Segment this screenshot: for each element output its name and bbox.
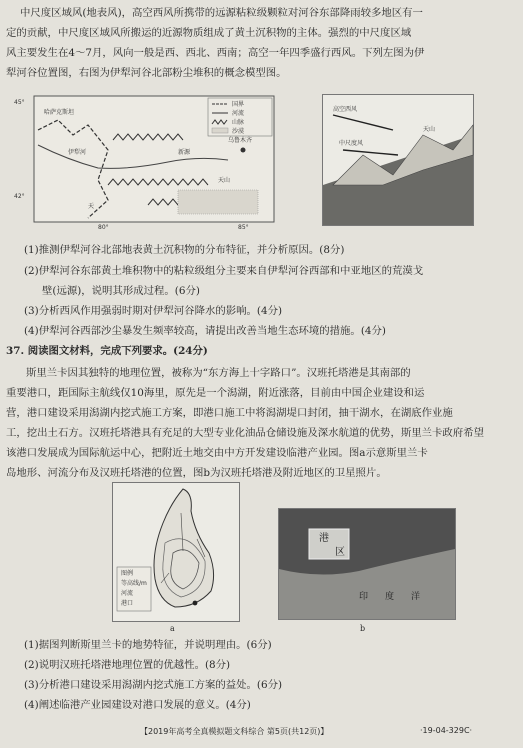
q37-item: (4)阐述临港产业园建设对港口发展的意义。(4分) (24, 699, 251, 711)
question-37-heading: 37. 阅读图文材料，完成下列要求。(24分) (6, 345, 208, 357)
hambantota-port-marker (193, 601, 198, 606)
footer-page-info: 【2019年高考全真模拟题文科综合 第5页(共12页)】 (140, 727, 329, 736)
map-lon-left: 80° (98, 224, 109, 231)
map-label: 天山 (218, 177, 231, 184)
legend-desert-symbol (212, 128, 228, 133)
map-lat-top: 45° (14, 99, 25, 106)
desert-area (178, 190, 258, 214)
fig-b-label: 洋 (411, 592, 421, 602)
model-label: 高空西风 (333, 106, 358, 113)
intro-line: 风主要发生在4～7月，风向一般是西、西北、西南；高空一年四季盛行西风。下列左图为伊 (6, 47, 425, 59)
intro-line: 犁河谷位置图，右图为伊犁河谷北部粉尘堆积的概念模型图。 (6, 67, 287, 79)
sri-lanka-map (112, 482, 240, 622)
q37-item: (2)说明汉班托塔港地理位置的优越性。(8分) (24, 659, 231, 671)
intro-line: 中尺度区域风(地表风)，高空西风所携带的远源粘粒级颗粒对河谷东部降雨较多地区有一 (20, 7, 423, 19)
map-label: 乌鲁木齐 (228, 137, 253, 144)
fig-a-legend-title: 图例 (121, 570, 134, 577)
footer-code: ·19-04-329C· (420, 726, 473, 735)
legend-item: 沙漠 (232, 128, 245, 135)
model-label: 天山 (423, 126, 436, 133)
legend-item: 山脉 (232, 119, 245, 126)
q37-line: 重要港口，距国际主航线仅10海里，原先是一个潟湖，附近涨落，目前由中国企业建设和运 (6, 387, 425, 399)
model-label: 中尺度风 (339, 140, 364, 147)
fig-a-legend-item: 港口 (121, 600, 134, 607)
map-lat-bottom: 42° (14, 193, 25, 200)
q37-line: 工，挖出土石方。汉班托塔港具有充足的大型专业化油品仓储设施及深水航道的优势，斯里兰卡政府希望 (6, 427, 484, 439)
fig-b-label: 区 (335, 547, 345, 558)
q36-item: (2)伊犁河谷东部黄土堆积物中的粘粒级组分主要来自伊犁河谷西部和中亚地区的荒漠戈 (24, 265, 424, 277)
fig-a-caption: a (170, 624, 175, 633)
ili-valley-map (14, 90, 288, 231)
q37-item: (1)据图判断斯里兰卡的地势特征，并说明理由。(6分) (24, 639, 272, 651)
q36-item: (1)推测伊犁河谷北部地表黄土沉积物的分布特征，并分析原因。(8分) (24, 244, 345, 256)
q36-item: (3)分析西风作用强弱时期对伊犁河谷降水的影响。(4分) (24, 305, 283, 317)
hambantota-satellite-image (278, 508, 456, 620)
map-label: 伊犁河 (68, 149, 87, 156)
map-lon-right: 85° (238, 224, 249, 231)
legend-item: 国界 (232, 101, 245, 108)
map-label: 天 (88, 203, 95, 210)
fig-a-legend-item: 河流 (121, 590, 134, 597)
q37-line: 营，港口建设采用潟湖内挖式施工方案，即港口施工中将潟湖堤口封闭，抽干湖水，在湖底作业施 (6, 407, 453, 419)
q37-line: 岛地形、河流分布及汉班托塔港的位置，图b为汉班托塔港及附近地区的卫星照片。 (6, 467, 387, 479)
legend-item: 河流 (232, 110, 245, 117)
intro-line: 定的贡献，中尺度区域风所搬运的近源物质组成了黄土沉积物的主体。强烈的中尺度区域 (6, 27, 412, 39)
dust-model-diagram (322, 94, 474, 226)
fig-b-label: 印 (359, 592, 369, 602)
wind-arrow-low (343, 150, 398, 155)
fig-b-label: 度 (385, 592, 395, 602)
q37-line: 斯里兰卡因其独特的地理位置，被称为“东方海上十字路口”。汉班托塔港是其南部的 (26, 367, 411, 379)
fig-a-legend-item: 等高线/m (121, 580, 147, 587)
q36-item: (4)伊犁河谷西部沙尘暴发生频率较高，请提出改善当地生态环境的措施。(4分) (24, 325, 386, 337)
q37-line: 该港口发展成为国际航运中心，把附近土地交由中方开发建设临港产业园。图a示意斯里兰卡 (6, 447, 428, 459)
fig-b-caption: b (360, 624, 366, 633)
map-label: 哈萨克斯坦 (44, 109, 75, 116)
island-outline (154, 489, 214, 607)
city-marker (241, 148, 246, 153)
q36-item: 壁(远源)，说明其形成过程。(6分) (42, 285, 200, 297)
fig-b-label: 港 (319, 533, 329, 544)
wind-arrow-high (333, 115, 393, 130)
q37-item: (3)分析港口建设采用潟湖内挖式施工方案的益处。(6分) (24, 679, 283, 691)
map-label: 新源 (178, 149, 191, 156)
